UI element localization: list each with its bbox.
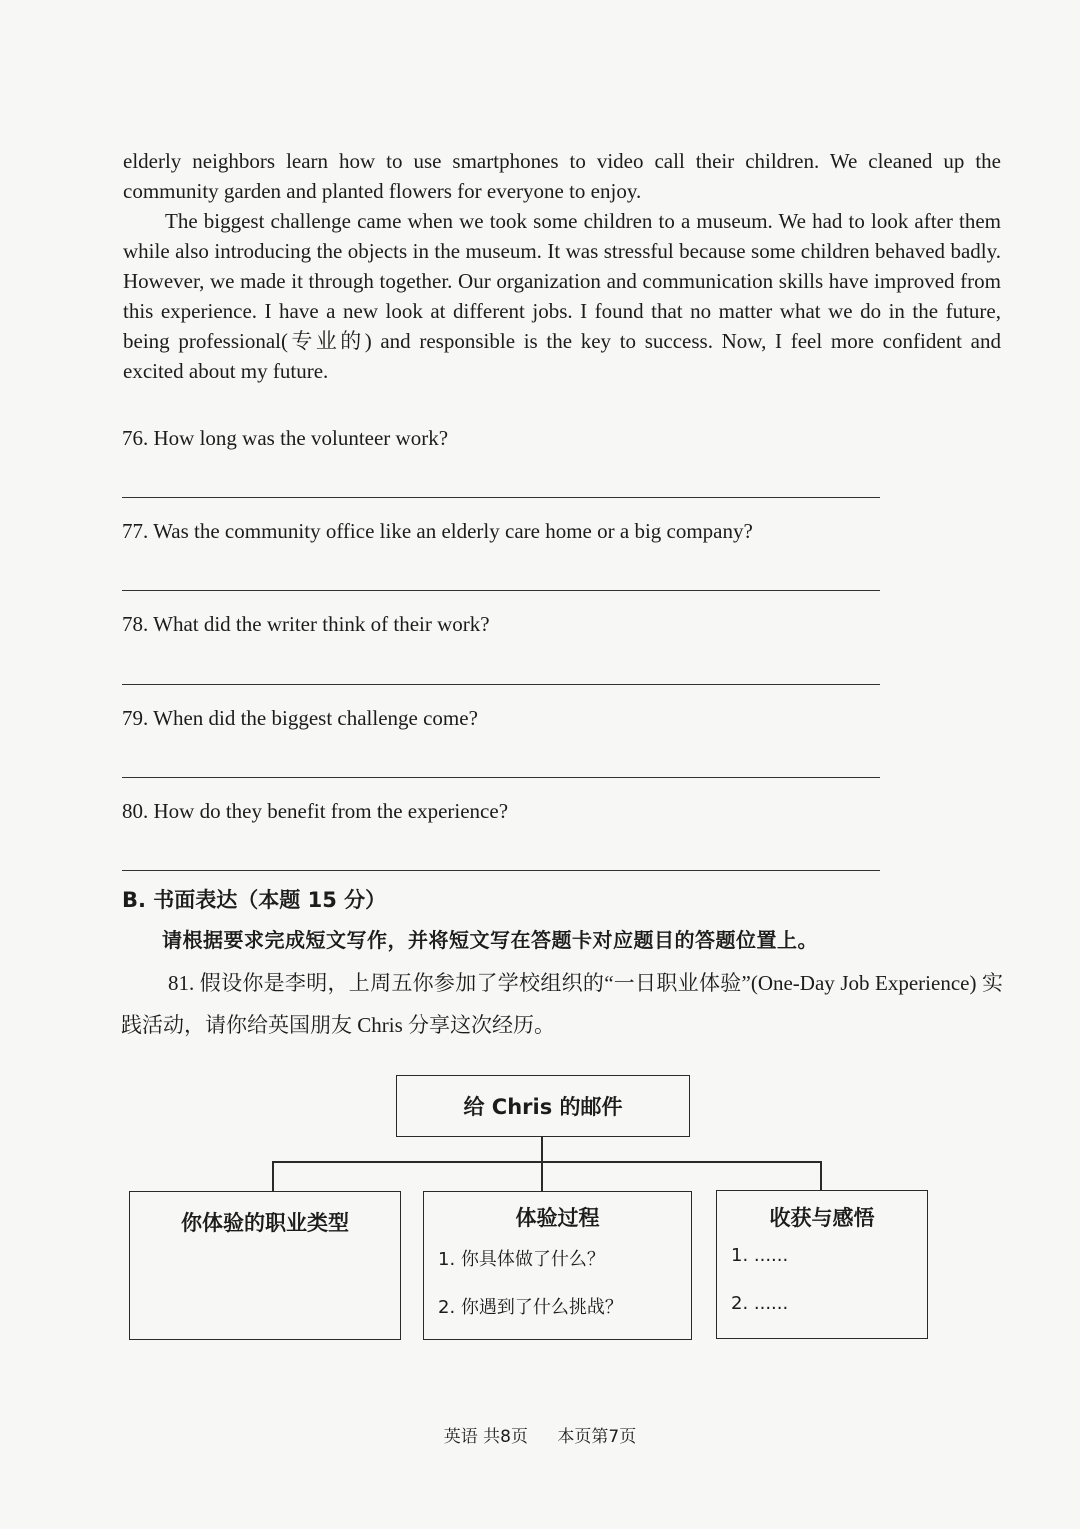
question-80: 80. How do they benefit from the experience? (122, 799, 509, 823)
answer-line-78[interactable] (122, 684, 880, 685)
email-title-text: 给 Chris 的邮件 (463, 1095, 623, 1119)
section-b-instruction: 请根据要求完成短文写作，并将短文写在答题卡对应题目的答题位置上。 (162, 928, 818, 952)
connector-left-drop (272, 1161, 274, 1192)
gains-title: 收获与感悟 (769, 1206, 875, 1230)
email-title-box (396, 1075, 690, 1137)
answer-line-80[interactable] (122, 870, 880, 871)
footer-page-number: 本页第7页 (557, 1427, 637, 1447)
answer-line-76[interactable] (122, 497, 880, 498)
footer-total-pages: 英语 共8页 (443, 1427, 528, 1447)
connector-horizontal (272, 1161, 822, 1163)
process-item-1: 1. 你具体做了什么？ (438, 1249, 605, 1270)
job-type-title: 你体验的职业类型 (181, 1211, 349, 1235)
reading-passage (123, 146, 1001, 386)
question-79: 79. When did the biggest challenge come? (122, 706, 478, 730)
question-78: 78. What did the writer think of their work? (122, 612, 490, 636)
gains-item-1: 1. ...... (731, 1245, 789, 1266)
process-title: 体验过程 (515, 1206, 600, 1230)
process-item-2: 2. 你遇到了什么挑战？ (438, 1297, 623, 1318)
connector-middle-drop (541, 1161, 543, 1192)
answer-line-77[interactable] (122, 590, 880, 591)
writing-task-text: 81. 假设你是李明，上周五你参加了学校组织的“一日职业体验”(One-Day Job Experience) 实践活动，请你给英国朋友 Chris 分享这次经历。 (121, 971, 1003, 1037)
answer-line-79[interactable] (122, 777, 880, 778)
connector-right-drop (820, 1161, 822, 1191)
writing-task (121, 962, 1003, 1046)
question-77: 77. Was the community office like an elderly care home or a big company? (122, 519, 753, 543)
section-b-heading: B. 书面表达（本题 15 分） (122, 888, 387, 912)
gains-item-2: 2. ...... (731, 1293, 789, 1314)
question-76: 76. How long was the volunteer work? (122, 426, 449, 450)
passage-paragraph-2: The biggest challenge came when we took some children to a museum. We had to look after them while also introducing the objects in the museum. It was stressful because some children behaved badly. However, we made it through together. Our organization and communication skills have improved from this experience. I have a new look at different jobs. I found that no matter what we do in the future, being professional(专业的) and responsible is the key to success. Now, I feel more confident and excited about my future. (123, 209, 1001, 383)
page-footer (0, 1422, 1080, 1447)
connector-vertical-main (541, 1136, 543, 1162)
passage-paragraph-1: elderly neighbors learn how to use smartphones to video call their children. We cleaned up the community garden and planted flowers for everyone to enjoy. (123, 149, 1001, 203)
